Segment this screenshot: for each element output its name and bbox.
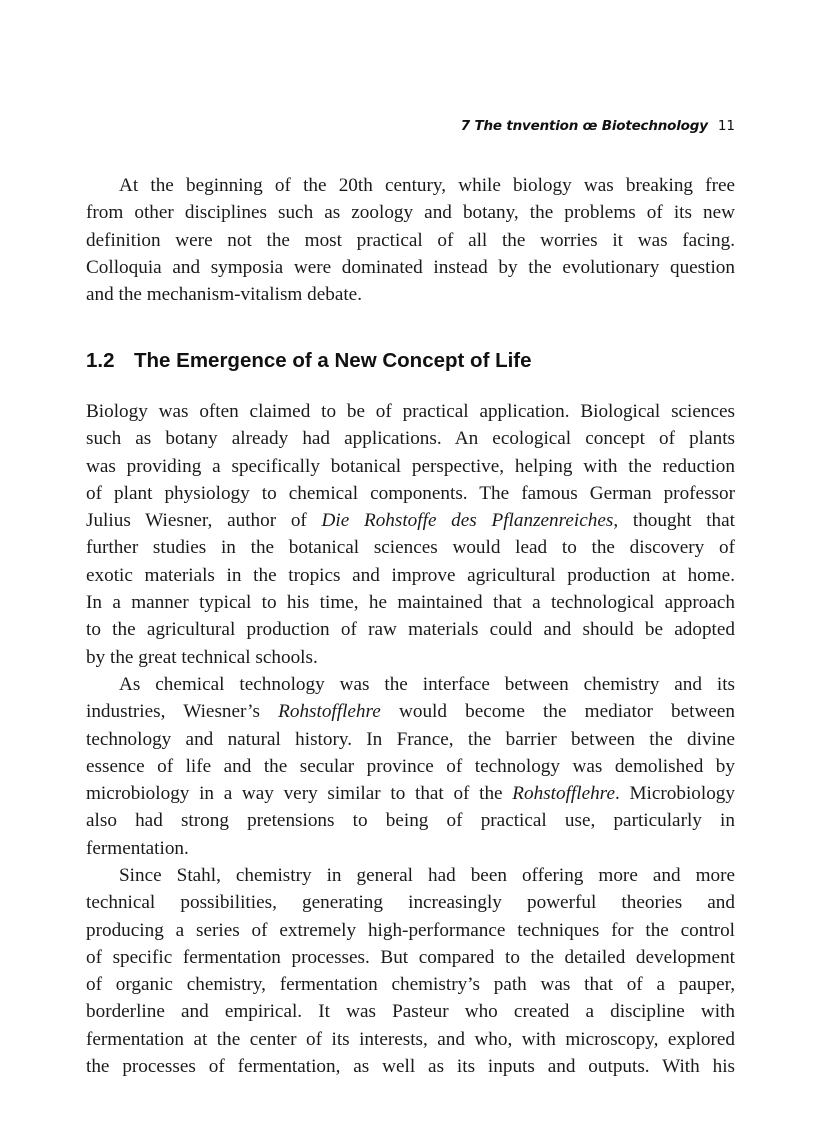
text-line	[86, 507, 735, 534]
text-run: . Microbiology	[614, 783, 735, 805]
text-run: industries, Wiesner’s	[86, 701, 279, 723]
text-line: also had strong pretensions to being of practical use, particularly in	[86, 810, 735, 832]
text-line: Biology was often claimed to be of practical application. Biological sciences	[86, 401, 735, 422]
text-line: by the great technical schools.	[86, 646, 318, 668]
text-line: was providing a specifically botanical perspective, helping with the reduction	[86, 455, 735, 477]
text-line: of plant physiology to chemical components. The famous German professor	[86, 482, 735, 504]
text-run: microbiology in a way very similar to that of the	[86, 783, 513, 805]
paragraph-biology-practical	[86, 398, 735, 671]
text-line: producing a series of extremely high-performance techniques for the control	[86, 919, 735, 941]
term-italic: Rohstofflehre	[512, 783, 615, 805]
text-run: Julius Wiesner, author of	[86, 510, 322, 532]
section-title: The Emergence of a New Concept of Life	[134, 349, 532, 372]
text-line: technical possibilities, generating increasingly powerful theories and	[86, 892, 735, 914]
book-title-italic: Die Rohstoffe des Pflanzenreiches	[321, 510, 614, 532]
section-heading	[86, 349, 735, 373]
text-line: exotic materials in the tropics and improve agricultural production at home.	[86, 564, 735, 586]
text-line: In a manner typical to his time, he maintained that a technological approach	[86, 592, 735, 614]
text-line: of organic chemistry, fermentation chemistry’s path was that of a pauper,	[86, 974, 735, 996]
text-line: essence of life and the secular province of technology was demolished by	[86, 755, 735, 777]
section-number: 1.2	[86, 349, 115, 372]
text-run: would become the mediator between	[380, 701, 735, 723]
text-run: , thought that	[613, 510, 736, 532]
text-line: fermentation.	[86, 837, 189, 859]
text-line	[86, 780, 735, 807]
running-header-title: 7 The tnvention œ Biotechnology	[460, 118, 708, 134]
running-header	[86, 118, 735, 134]
paragraph-fermentation	[86, 862, 735, 1080]
text-line: technology and natural history. In France, the barrier between the divine	[86, 728, 735, 750]
text-line: Colloquia and symposia were dominated instead by the evolutionary question	[86, 256, 735, 278]
text-line: the processes of fermentation, as well as its inputs and outputs. With his	[86, 1056, 735, 1078]
text-line: borderline and empirical. It was Pasteur who created a discipline with	[86, 1001, 735, 1023]
text-line: such as botany already had applications. An ecological concept of plants	[86, 428, 735, 450]
text-line: Since Stahl, chemistry in general had been offering more and more	[119, 865, 735, 886]
term-italic: Rohstofflehre	[278, 701, 381, 723]
text-line: and the mechanism-vitalism debate.	[86, 284, 362, 306]
text-line: As chemical technology was the interface between chemistry and its	[119, 674, 735, 695]
text-line: of specific fermentation processes. But compared to the detailed development	[86, 946, 735, 968]
text-line: to the agricultural production of raw materials could and should be adopted	[86, 619, 735, 641]
page-number: 11	[717, 118, 735, 134]
text-line	[86, 698, 735, 725]
text-line: fermentation at the center of its interests, and who, with microscopy, explored	[86, 1028, 735, 1050]
text-line: definition were not the most practical of all the worries it was facing.	[86, 229, 735, 251]
text-line: At the beginning of the 20th century, while biology was breaking free	[119, 175, 735, 196]
paragraph-chemical-technology	[86, 671, 735, 862]
text-line: from other disciplines such as zoology and botany, the problems of its new	[86, 202, 735, 224]
paragraph-intro	[86, 172, 735, 308]
text-line: further studies in the botanical sciences would lead to the discovery of	[86, 537, 735, 559]
